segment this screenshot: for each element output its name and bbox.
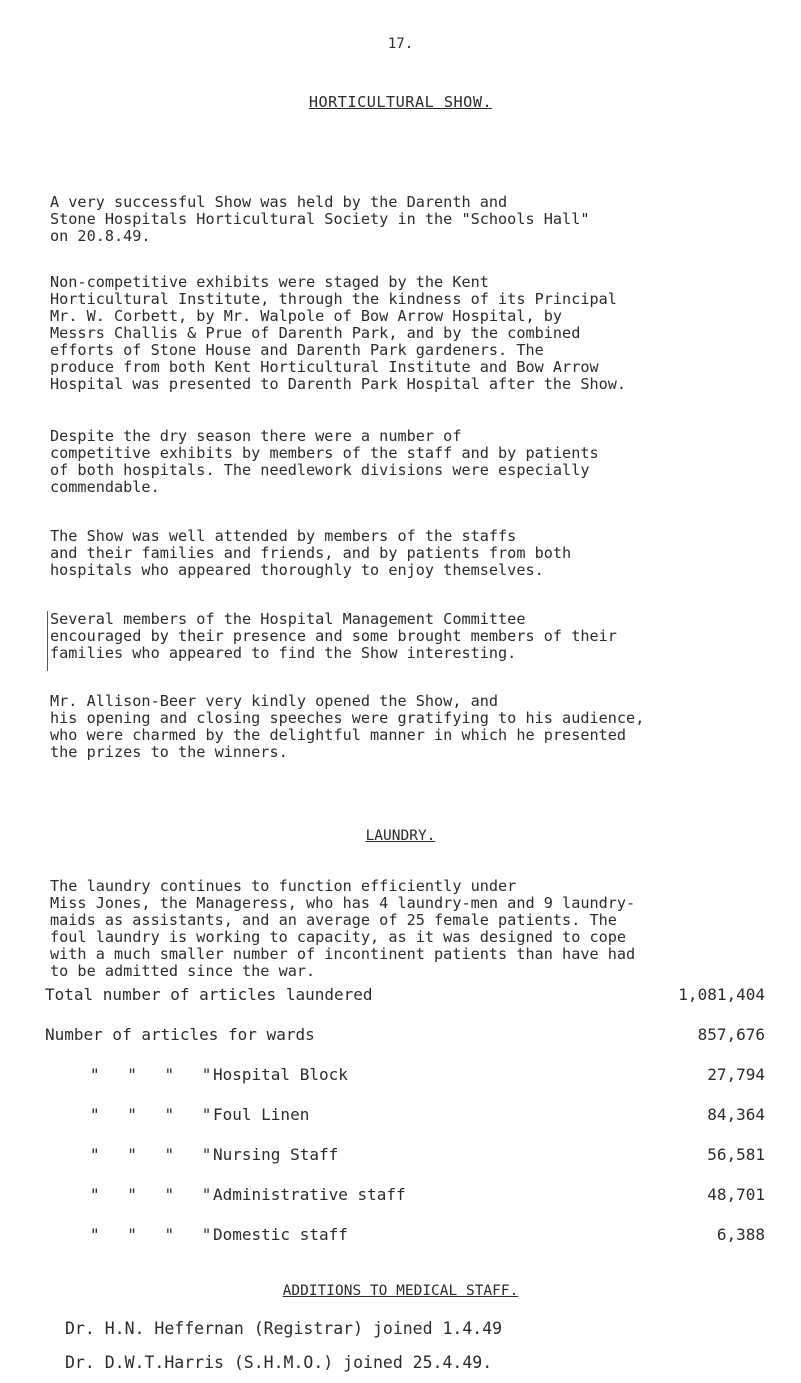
row-value: 48,701 — [707, 1185, 765, 1204]
ditto-marks: " " " " — [90, 1105, 212, 1124]
show-paragraph-3: Despite the dry season there were a number of competitive exhibits by members of the staff and by patients of both hospitals. The needlework divisions were especially commendable. — [50, 427, 599, 496]
row-value: 56,581 — [707, 1145, 765, 1164]
staff-entry: Dr. D.W.T.Harris (S.H.M.O.) joined 25.4.49. — [65, 1353, 493, 1372]
medical-staff-heading: ADDITIONS TO MEDICAL STAFF. — [282, 1283, 519, 1299]
row-label: Hospital Block — [213, 1065, 348, 1084]
show-paragraph-6: Mr. Allison-Beer very kindly opened the Show, and his opening and closing speeches were gratifying to his audience, who were charmed by the delightful manner in which he presented the prizes to the winners. — [50, 692, 645, 761]
ditto-marks: " " " " — [90, 1065, 212, 1084]
laundry-total-row — [45, 986, 765, 1006]
row-label: Domestic staff — [213, 1225, 348, 1244]
ditto-marks: " " " " — [90, 1185, 212, 1204]
row-label: Foul Linen — [213, 1105, 310, 1124]
laundry-wards-row — [45, 1026, 765, 1046]
laundry-row — [45, 1186, 765, 1206]
row-value: 6,388 — [716, 1225, 765, 1244]
laundry-paragraph: The laundry continues to function efficiently under Miss Jones, the Manageress, who has 4 laundry-men and 9 laundry- maids as assistants, and an average of 25 female patients. The foul laundry is working to capacity, as it was designed to cope with a much smaller number of incontinent patients than have had to be admitted since the war. — [50, 877, 636, 980]
wards-label: Number of articles for wards — [45, 1025, 315, 1044]
row-value: 27,794 — [707, 1065, 765, 1084]
show-paragraph-2: Non-competitive exhibits were staged by the Kent Horticultural Institute, through the kindness of its Principal Mr. W. Corbett, by Mr. Walpole of Bow Arrow Hospital, by Messrs Challis & Prue of Darenth Park, and by the combined efforts of Stone House and Darenth Park gardeners. The produce from both Kent Horticultural Institute and Bow Arrow Hospital was presented to Darenth Park Hospital after the Show. — [50, 273, 627, 393]
total-label: Total number of articles laundered — [45, 985, 373, 1004]
laundry-heading: LAUNDRY. — [365, 828, 436, 844]
laundry-row — [45, 1226, 765, 1246]
show-paragraph-5: Several members of the Hospital Management Committee encouraged by their presence and some brought members of their families who appeared to find the Show interesting. — [50, 610, 617, 662]
page-number: 17. — [387, 36, 414, 52]
row-label: Administrative staff — [213, 1185, 406, 1204]
row-label: Nursing Staff — [213, 1145, 339, 1164]
total-value: 1,081,404 — [678, 985, 765, 1004]
show-paragraph-4: The Show was well attended by members of the staffs and their families and friends, and by patients from both hospitals who appeared thoroughly to enjoy themselves. — [50, 527, 572, 579]
staff-entry: Dr. H.N. Heffernan (Registrar) joined 1.4.49 — [65, 1319, 503, 1338]
laundry-row — [45, 1146, 765, 1166]
ditto-marks: " " " " — [90, 1225, 212, 1244]
ditto-marks: " " " " — [90, 1145, 212, 1164]
laundry-row — [45, 1066, 765, 1086]
laundry-row — [45, 1106, 765, 1126]
row-value: 84,364 — [707, 1105, 765, 1124]
horticultural-show-heading: HORTICULTURAL SHOW. — [308, 93, 493, 111]
wards-value: 857,676 — [697, 1025, 765, 1044]
margin-line — [47, 611, 48, 671]
show-paragraph-1: A very successful Show was held by the Darenth and Stone Hospitals Horticultural Society in the "Schools Hall" on 20.8.49. — [50, 193, 590, 245]
